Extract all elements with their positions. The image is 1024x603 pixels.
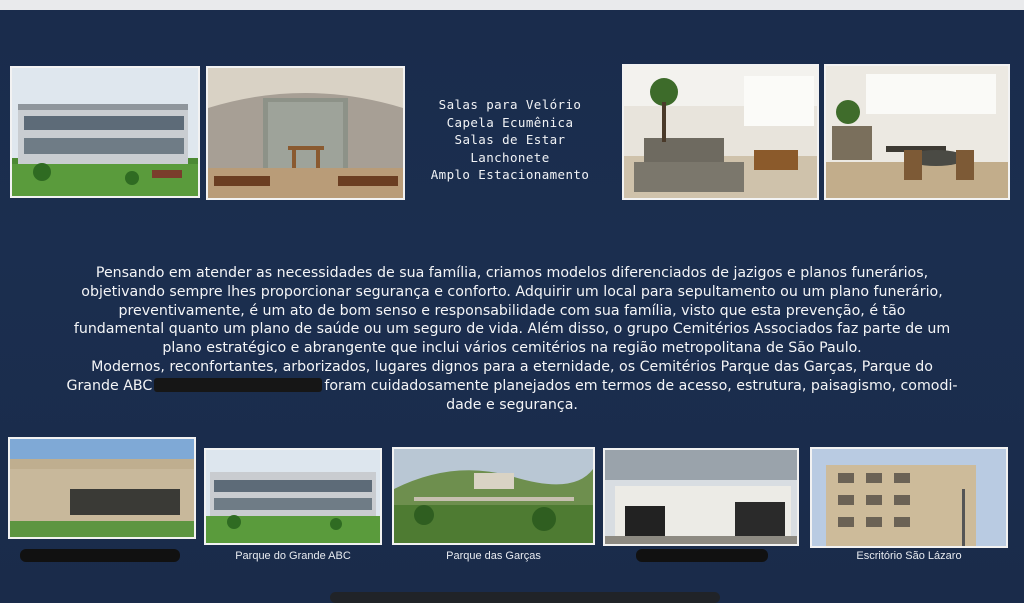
caption-parque-das-garcas: Parque das Garças [446, 550, 541, 562]
text-line: fundamental quanto um plano de saúde ou um seguro de vida. Além disso, o grupo Cemitérios Associados faz parte de um [73, 321, 951, 338]
photo-modern-building [8, 437, 196, 539]
text-line: objetivando sempre lhes proporcionar segurança e conforto. Adquirir um local para sepultamento ou um plano funerário, [81, 283, 943, 300]
redacted-caption [20, 549, 180, 562]
text-line: Modernos, reconfortantes, arborizados, lugares dignos para a eternidade, os Cemitérios Parque das Garças, Parque do [91, 358, 933, 375]
text-line: dade e segurança. [446, 396, 578, 413]
text-fragment: foram cuidadosamente planejados em termos de acesso, estrutura, paisagismo, comodi- [324, 377, 958, 394]
redacted-caption [636, 549, 768, 562]
text-line: plano estratégico e abrangente que inclui vários cemitérios na região metropolitana de São Paulo. [162, 340, 862, 357]
photo-dining-area [824, 64, 1010, 200]
photo-chapel [206, 66, 405, 200]
redacted-footer [330, 592, 720, 603]
service-item: Salas para Velório [438, 97, 582, 112]
photo-lounge [622, 64, 819, 200]
service-item: Capela Ecumênica [446, 114, 574, 130]
service-item: Lanchonete [470, 149, 550, 165]
services-list [410, 96, 610, 184]
photo-escritorio-sao-lazaro [810, 447, 1008, 548]
text-line: Pensando em atender as necessidades de sua família, criamos modelos diferenciados de jazigos e planos funerários, [95, 265, 929, 281]
photo-parque-grande-abc [204, 448, 382, 545]
service-item: Salas de Estar [454, 132, 566, 147]
caption-parque-grande-abc: Parque do Grande ABC [235, 550, 351, 562]
caption-escritorio-sao-lazaro: Escritório São Lázaro [856, 550, 962, 562]
photo-building-exterior [10, 66, 200, 198]
text-fragment: Grande ABC [66, 377, 153, 394]
text-line: preventivamente, é um ato de bom senso e responsabilidade com sua família, visto que esta prevenção, é tão [118, 302, 906, 319]
text-line [4, 377, 1020, 396]
photo-parque-das-garcas [392, 447, 595, 545]
redaction-mark [154, 378, 322, 392]
photo-entrance-building [603, 448, 799, 546]
service-item: Amplo Estacionamento [430, 167, 590, 182]
description-text [4, 264, 1020, 414]
brochure-page [0, 10, 1024, 603]
